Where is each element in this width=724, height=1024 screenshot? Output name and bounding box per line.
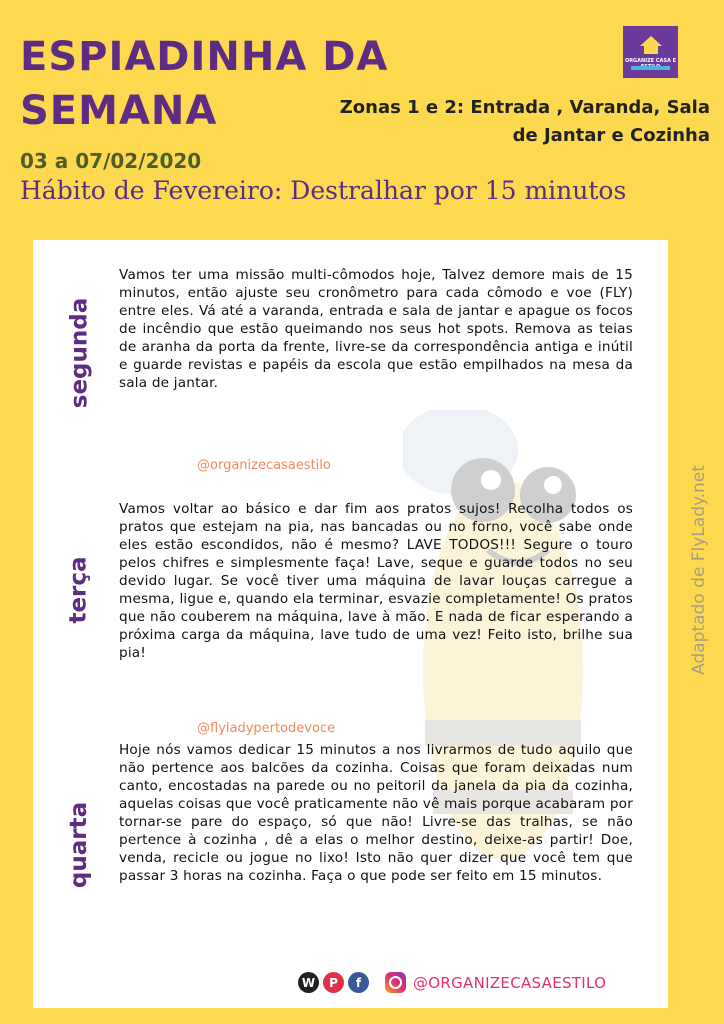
day-label-segunda: segunda xyxy=(66,297,92,409)
day-text-quarta: Hoje nós vamos dedicar 15 minutos a nos livrarmos de tudo aquilo que não pertence aos balcões da cozinha. Coisas que foram deixadas num canto, encostadas na parede ou no peitoril da janela da pia da cozinha, aquelas coisas que você praticamente não vê mais porque acabaram por tornar-se pare do espaço, só que não! Livre-se das tralhas, se não pertence à cozinha , dê a elas o melhor destino, deixe-as partir! Doe, venda, recicle ou jogue no lixo! Isto não quer dizer que você tem que passar 3 horas na cozinha. Faça o que pode ser feito em 15 minutos. xyxy=(119,742,633,884)
brand-logo xyxy=(623,26,678,78)
week-date: 03 a 07/02/2020 xyxy=(20,149,202,173)
handle-flyladypertodevoce: @flyladypertodevoce xyxy=(197,721,336,736)
day-label-quarta: quarta xyxy=(66,801,92,889)
handle-organizecasaestilo: @organizecasaestilo xyxy=(197,458,331,473)
house-icon xyxy=(640,36,662,46)
zones-subtitle xyxy=(300,94,710,150)
instagram-icon[interactable] xyxy=(385,972,406,993)
instagram-handle[interactable]: @ORGANIZECASAESTILO xyxy=(413,973,607,992)
logo-text: ORGANIZE CASA E xyxy=(624,58,677,64)
facebook-icon[interactable]: f xyxy=(348,972,369,993)
title-line-2: SEMANA xyxy=(20,88,218,134)
day-text-segunda: Vamos ter uma missão multi-cômodos hoje, Talvez demore mais de 15 minutos, então ajuste seu cronômetro para cada cômodo e voe (FLY) entre eles. Vá até a varanda, entrada e sala de jantar e apague os focos de incêndio que estão queimando nos seus hot spots. Remova as teias de aranha da porta da frente, livre-se da correspondência antiga e inútil e guarde revistas e papéis da escola que estão empilhados na mesa da sala de jantar. xyxy=(119,267,633,391)
zones-line-1: Zonas 1 e 2: Entrada , Varanda, Sala xyxy=(339,97,710,118)
day-label-terca: terça xyxy=(66,556,92,624)
side-credit: Adaptado de FlyLady.net xyxy=(689,465,709,675)
title-line-1: ESPIADINHA DA xyxy=(20,34,389,80)
social-footer xyxy=(298,972,606,993)
pinterest-icon[interactable]: P xyxy=(323,972,344,993)
day-text-terca: Vamos voltar ao básico e dar fim aos pratos sujos! Recolha todos os pratos que estejam na pia, nas bancadas ou no forno, você sabe onde eles estão escondidos, não é mesmo? LAVE TODOS!!! Segure o touro pelos chifres e simplesmente faça! Lave, seque e guarde todos no seu devido lugar. Se você tiver uma máquina de lavar louças carregue a mesma, ligue e, quando ela terminar, esvazie completamente! Os pratos que não couberem na máquina, lave à mão. E nada de ficar esperando a próxima carga da máquina, lave tudo de uma vez! Feito isto, brilhe sua pia! xyxy=(119,501,633,661)
content-card xyxy=(33,240,668,1008)
wordpress-icon[interactable]: W xyxy=(298,972,319,993)
zones-line-2: de Jantar e Cozinha xyxy=(512,125,710,146)
monthly-habit: Hábito de Fevereiro: Destralhar por 15 minutos xyxy=(20,176,627,205)
